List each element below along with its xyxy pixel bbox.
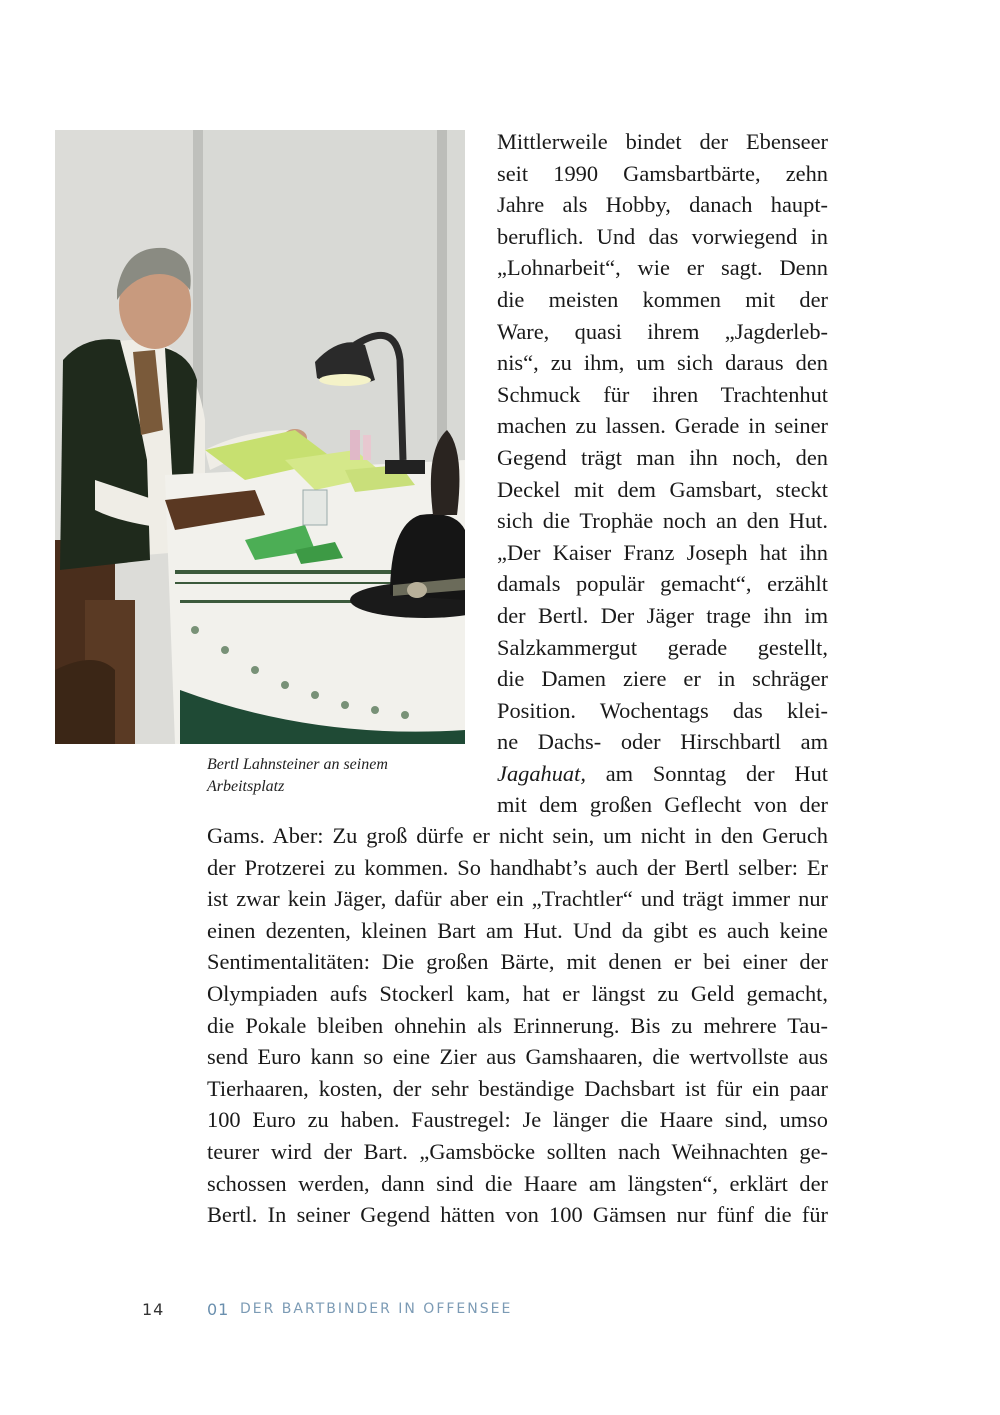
text-line: die meisten kommen mit der	[497, 286, 828, 312]
text-line: Salzkammergut gerade gestellt,	[497, 634, 828, 660]
text-line: send Euro kann so eine Zier aus Gamshaaren, die wertvollste aus	[207, 1044, 828, 1070]
column-text	[497, 126, 828, 821]
text-line: teurer wird der Bart. „Gamsböcke sollten nach Weihnachten ge-	[207, 1138, 828, 1164]
text-line: Schmuck für ihren Trachtenhut	[497, 381, 828, 407]
chapter-title: DER BARTBINDER IN OFFENSEE	[240, 1301, 513, 1317]
text-line: nis“, zu ihm, um sich daraus den	[497, 350, 828, 376]
italic-term: Jagahuat,	[497, 760, 586, 786]
text-fragment: am Sonntag der Hut	[585, 760, 828, 786]
text-line: machen zu lassen. Gerade in seiner	[497, 413, 828, 439]
text-line: Olympiaden aufs Stockerl kam, hat er längst zu Geld gemacht,	[207, 980, 828, 1006]
text-line: mit dem großen Geflecht von der	[497, 792, 828, 818]
article-photo	[55, 130, 465, 744]
text-line: Ware, quasi ihrem „Jagderleb-	[497, 318, 828, 344]
text-line-with-italic	[497, 758, 828, 790]
text-line: Deckel mit dem Gamsbart, steckt	[497, 476, 828, 502]
text-line: Mittlerweile bindet der Ebenseer	[497, 129, 828, 154]
text-line: schossen werden, dann sind die Haare am längsten“, erklärt der	[207, 1170, 828, 1196]
body-text	[207, 820, 828, 1231]
text-line: einen dezenten, kleinen Bart am Hut. Und da gibt es auch keine	[207, 917, 828, 943]
caption-line: Arbeitsplatz	[207, 778, 285, 795]
text-line: Gams. Aber: Zu groß dürfe er nicht sein, um nicht in den Geruch	[207, 823, 828, 848]
text-line: „Der Kaiser Franz Joseph hat ihn	[497, 539, 828, 565]
caption-line: Bertl Lahnsteiner an seinem	[207, 756, 388, 773]
photo-illustration	[55, 130, 465, 744]
text-line: ne Dachs- oder Hirschbartl am	[497, 729, 828, 755]
text-line: Sentimentalitäten: Die großen Bärte, mit denen er bei einer der	[207, 949, 828, 975]
text-line: ist zwar kein Jäger, dafür aber ein „Trachtler“ und trägt immer nur	[207, 886, 828, 912]
chapter-number: 01	[207, 1300, 230, 1319]
text-line: Position. Wochentags das klei-	[497, 697, 828, 723]
text-line: Tierhaaren, kosten, der sehr beständige Dachsbart ist für ein paar	[207, 1075, 828, 1101]
page-footer	[0, 1300, 1000, 1324]
text-line: „Lohnarbeit“, wie er sagt. Denn	[497, 255, 828, 281]
text-line: die Damen ziere er in schräger	[497, 666, 828, 692]
text-line: der Protzerei zu kommen. So handhabt’s auch der Bertl selber: Er	[207, 854, 828, 880]
text-line: Jahre als Hobby, danach haupt-	[497, 192, 828, 218]
text-line: seit 1990 Gamsbartbärte, zehn	[497, 160, 828, 186]
text-line: die Pokale bleiben ohnehin als Erinnerung. Bis zu mehrere Tau-	[207, 1012, 828, 1038]
photo-caption	[207, 754, 457, 798]
text-line: Gegend trägt man ihn noch, den	[497, 444, 828, 470]
text-line: der Bertl. Der Jäger trage ihn im	[497, 602, 828, 628]
text-line: Bertl. In seiner Gegend hätten von 100 Gämsen nur fünf die für	[207, 1202, 828, 1228]
text-line: beruflich. Und das vorwiegend in	[497, 223, 828, 249]
text-line: 100 Euro zu haben. Faustregel: Je länger die Haare sind, umso	[207, 1107, 828, 1133]
text-line: sich die Trophäe noch an den Hut.	[497, 508, 828, 534]
text-line: damals populär gemacht“, erzählt	[497, 571, 828, 597]
page-number: 14	[142, 1300, 165, 1319]
